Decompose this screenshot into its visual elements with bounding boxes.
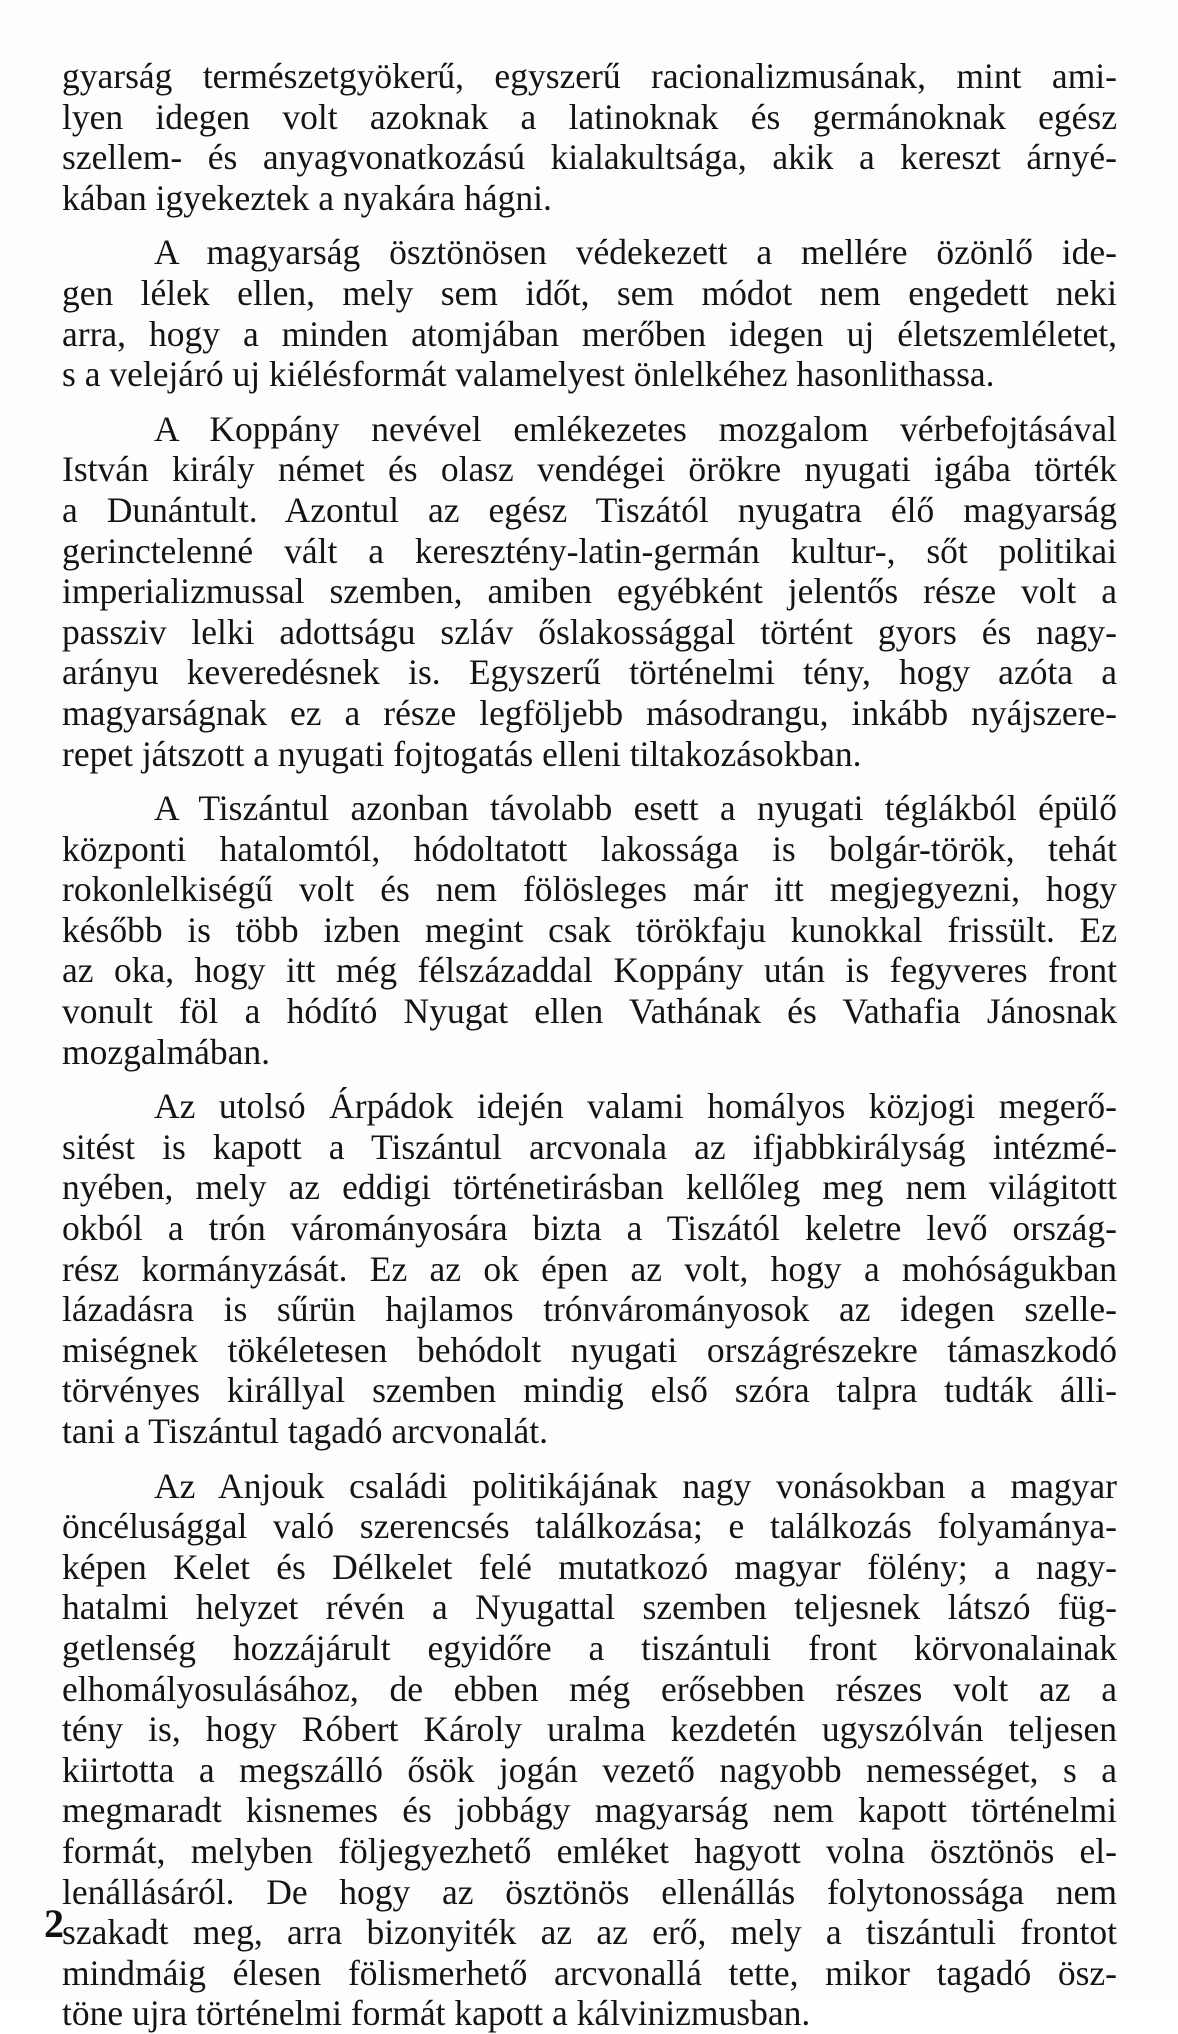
text-line: A magyarság ösztönösen védekezett a mellére özönlő ide- bbox=[154, 232, 1117, 273]
paragraph bbox=[62, 1086, 1117, 1451]
paragraph-gap bbox=[62, 218, 1117, 232]
text-line: Az utolsó Árpádok idején valami homályos közjogi megerő- bbox=[154, 1086, 1117, 1127]
text-line: lenállásáról. De hogy az ösztönös ellenállás folytonossága nem bbox=[62, 1871, 1117, 1912]
paragraph bbox=[62, 1466, 1117, 2034]
text-line: repet játszott a nyugati fojtogatás elleni tiltakozásokban. bbox=[62, 733, 862, 774]
text-line: hatalmi helyzet révén a Nyugattal szemben teljesnek látszó füg- bbox=[62, 1587, 1117, 1628]
text-line: passziv lelki adottságu szláv őslakossággal történt gyors és nagy- bbox=[62, 611, 1117, 652]
text-line: gyarság természetgyökerű, egyszerű racionalizmusának, mint ami- bbox=[62, 56, 1117, 96]
text-line: miségnek tökéletesen behódolt nyugati országrészekre támaszkodó bbox=[62, 1329, 1117, 1370]
text-line: A Koppány nevével emlékezetes mozgalom vérbefojtásával bbox=[154, 408, 1117, 449]
text-line: formát, melyben följegyezhető emléket hagyott volna ösztönös el- bbox=[62, 1830, 1117, 1871]
text-line: elhomályosulásához, de ebben még erősebben részes volt az a bbox=[62, 1668, 1117, 1709]
text-line: rokonlelkiségű volt és nem fölösleges már itt megjegyezni, hogy bbox=[62, 869, 1117, 910]
text-line: sitést is kapott a Tiszántul arcvonala az ifjabbkirályság intézmé- bbox=[62, 1126, 1117, 1167]
paragraph-gap bbox=[62, 395, 1117, 409]
text-line: a Dunántult. Azontul az egész Tiszától nyugatra élő magyarság bbox=[62, 489, 1117, 530]
text-line: megmaradt kisnemes és jobbágy magyarság nem kapott történelmi bbox=[62, 1790, 1117, 1831]
text-line: Az Anjouk családi politikájának nagy vonásokban a magyar bbox=[154, 1465, 1117, 1506]
text-line: kában igyekeztek a nyakára hágni. bbox=[62, 177, 552, 218]
text-line: getlenség hozzájárult egyidőre a tiszántuli front körvonalainak bbox=[62, 1627, 1117, 1668]
paragraph bbox=[62, 56, 1117, 218]
text-line: az oka, hogy itt még félszázaddal Koppány után is fegyveres front bbox=[62, 950, 1117, 991]
text-line: képen Kelet és Délkelet felé mutatkozó magyar fölény; a nagy- bbox=[62, 1546, 1117, 1587]
text-line: mindmáig élesen fölismerhető arcvonallá tette, mikor tagadó ösz- bbox=[62, 1952, 1117, 1993]
text-line: imperializmussal szemben, amiben egyébként jelentős része volt a bbox=[62, 571, 1117, 612]
text-line: központi hatalomtól, hódoltatott lakossága is bolgár-török, tehát bbox=[62, 828, 1117, 869]
text-line: arra, hogy a minden atomjában merőben idegen uj életszemléletet, bbox=[62, 313, 1117, 354]
text-line: nyében, mely az eddigi történetirásban kellőleg meg nem világitott bbox=[62, 1167, 1117, 1208]
text-line: magyarságnak ez a része legföljebb másodrangu, inkább nyájszere- bbox=[62, 692, 1117, 733]
text-line: A Tiszántul azonban távolabb esett a nyugati téglákból épülő bbox=[154, 788, 1117, 829]
paragraph bbox=[62, 788, 1117, 1072]
text-line: tény is, hogy Róbert Károly uralma kezdetén ugyszólván teljesen bbox=[62, 1709, 1117, 1750]
text-line: mozgalmában. bbox=[62, 1031, 270, 1072]
text-line: szakadt meg, arra bizonyiték az az erő, mely a tiszántuli frontot bbox=[62, 1912, 1117, 1953]
text-line: kiirtotta a megszálló ősök jogán vezető nagyobb nemességet, s a bbox=[62, 1749, 1117, 1790]
text-line: törvényes királlyal szemben mindig első szóra talpra tudták álli- bbox=[62, 1370, 1117, 1411]
paragraph-gap bbox=[62, 1452, 1117, 1466]
paragraph bbox=[62, 232, 1117, 394]
text-column bbox=[62, 56, 1117, 2034]
paragraph-gap bbox=[62, 1072, 1117, 1086]
paragraph-gap bbox=[62, 774, 1117, 788]
paragraph bbox=[62, 409, 1117, 774]
text-line: szellem- és anyagvonatkozású kialakultsága, akik a kereszt árnyé- bbox=[62, 137, 1117, 178]
text-line: István király német és olasz vendégei örökre nyugati igába törték bbox=[62, 449, 1117, 490]
text-line: s a velejáró uj kiélésformát valamelyest önlelkéhez hasonlithassa. bbox=[62, 354, 995, 395]
text-line: lyen idegen volt azoknak a latinoknak és germánoknak egész bbox=[62, 96, 1117, 137]
text-line: okból a trón várományosára bizta a Tiszától keletre levő ország- bbox=[62, 1208, 1117, 1249]
text-line: vonult föl a hódító Nyugat ellen Vathának és Vathafia Jánosnak bbox=[62, 991, 1117, 1032]
text-line: gen lélek ellen, mely sem időt, sem módot nem engedett neki bbox=[62, 272, 1117, 313]
text-line: rész kormányzását. Ez az ok épen az volt, hogy a mohóságukban bbox=[62, 1248, 1117, 1289]
text-line: öncélusággal való szerencsés találkozása; e találkozás folyamánya- bbox=[62, 1506, 1117, 1547]
text-line: később is több izben megint csak törökfaju kunokkal frissült. Ez bbox=[62, 909, 1117, 950]
text-line: tani a Tiszántul tagadó arcvonalát. bbox=[62, 1411, 549, 1451]
text-line: töne ujra történelmi formát kapott a kálvinizmusban. bbox=[62, 1993, 811, 2034]
page-number: 2 bbox=[44, 1901, 64, 1946]
text-line: arányu keveredésnek is. Egyszerű történelmi tény, hogy azóta a bbox=[62, 652, 1117, 693]
text-line: gerinctelenné vált a keresztény-latin-germán kultur-, sőt politikai bbox=[62, 530, 1117, 571]
text-line: lázadásra is sűrün hajlamos trónvárományosok az idegen szelle- bbox=[62, 1289, 1117, 1330]
